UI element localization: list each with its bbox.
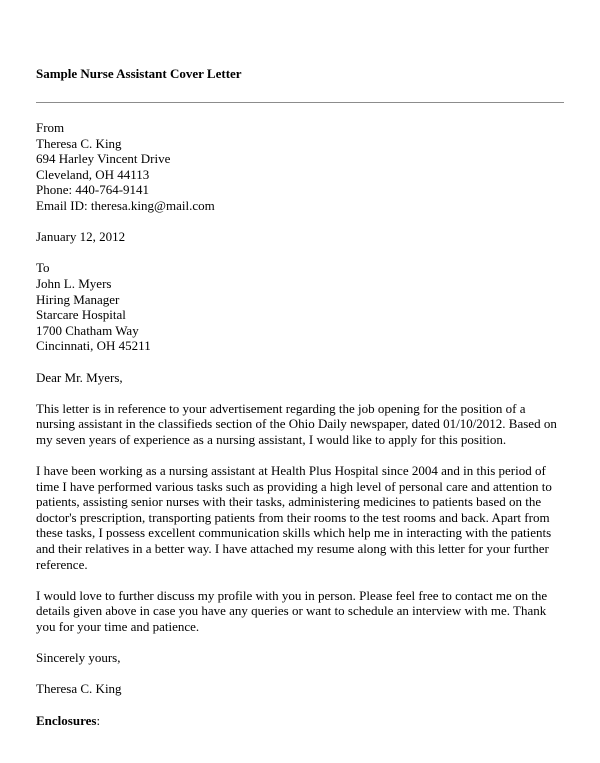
paragraph-line: time I have performed various tasks such as providing a high level of personal care and attention to <box>36 478 552 494</box>
paragraph-line: and their relatives in a better way. I have attached my resume along with this letter for your further <box>36 541 549 557</box>
enclosures <box>36 713 564 729</box>
paragraph-line: patients, assisting senior nurses with their tasks, administering medicines to patients based on the <box>36 494 542 510</box>
sender-street: 694 Harley Vincent Drive <box>36 151 171 167</box>
letter-date-text: January 12, 2012 <box>36 229 126 245</box>
paragraph-line: you for your time and patience. <box>36 619 200 634</box>
salutation-text: Dear Mr. Myers, <box>36 369 123 385</box>
paragraph-intro <box>36 401 564 448</box>
paragraph-line: nursing assistant in the classifieds section of the Ohio Daily newspaper, dated 01/10/2012. Based on <box>36 416 557 432</box>
paragraph-line: these tasks, I possess excellent communication skills which help me in interacting with the patients <box>36 525 552 541</box>
sender-address-block <box>36 120 564 214</box>
paragraph-closing-request <box>36 588 564 635</box>
paragraph-line: reference. <box>36 556 88 572</box>
sender-phone: Phone: 440-764-9141 <box>36 182 150 198</box>
recipient-to-label: To <box>36 260 50 276</box>
enclosures-line <box>36 713 564 729</box>
paragraph-line: This letter is in reference to your advertisement regarding the job opening for the position of a <box>36 400 526 416</box>
paragraph-line: doctor's prescription, transporting patients from their rooms to the test rooms and back. Apart from <box>36 509 550 525</box>
signature-name: Theresa C. King <box>36 681 122 697</box>
recipient-city: Cincinnati, OH 45211 <box>36 338 151 354</box>
document-title: Sample Nurse Assistant Cover Letter <box>36 66 242 81</box>
letter-date <box>36 229 564 245</box>
paragraph-line: my seven years of experience as a nursing assistant, I would like to apply for this position. <box>36 431 507 447</box>
salutation <box>36 370 564 386</box>
sender-from-label: From <box>36 120 65 135</box>
paragraph-line: I have been working as a nursing assistant at Health Plus Hospital since 2004 and in this period of <box>36 463 546 479</box>
title-divider <box>36 102 564 103</box>
recipient-street: 1700 Chatham Way <box>36 322 139 338</box>
recipient-name: John L. Myers <box>36 275 112 291</box>
complimentary-close <box>36 650 564 666</box>
recipient-title: Hiring Manager <box>36 291 120 307</box>
sender-email: Email ID: theresa.king@mail.com <box>36 197 215 213</box>
enclosures-colon: : <box>96 712 101 728</box>
letter-body <box>36 120 564 728</box>
closing-text: Sincerely yours, <box>36 650 121 666</box>
recipient-address-block <box>36 260 564 354</box>
sender-city: Cleveland, OH 44113 <box>36 166 150 182</box>
signature <box>36 681 564 697</box>
enclosures-label: Enclosures <box>36 712 97 728</box>
paragraph-line: I would love to further discuss my profile with you in person. Please feel free to contact me on the <box>36 587 548 603</box>
sender-name: Theresa C. King <box>36 135 122 151</box>
paragraph-line: details given above in case you have any queries or want to schedule an interview with me. Thank <box>36 603 547 619</box>
paragraph-experience <box>36 463 564 572</box>
recipient-organization: Starcare Hospital <box>36 307 126 323</box>
